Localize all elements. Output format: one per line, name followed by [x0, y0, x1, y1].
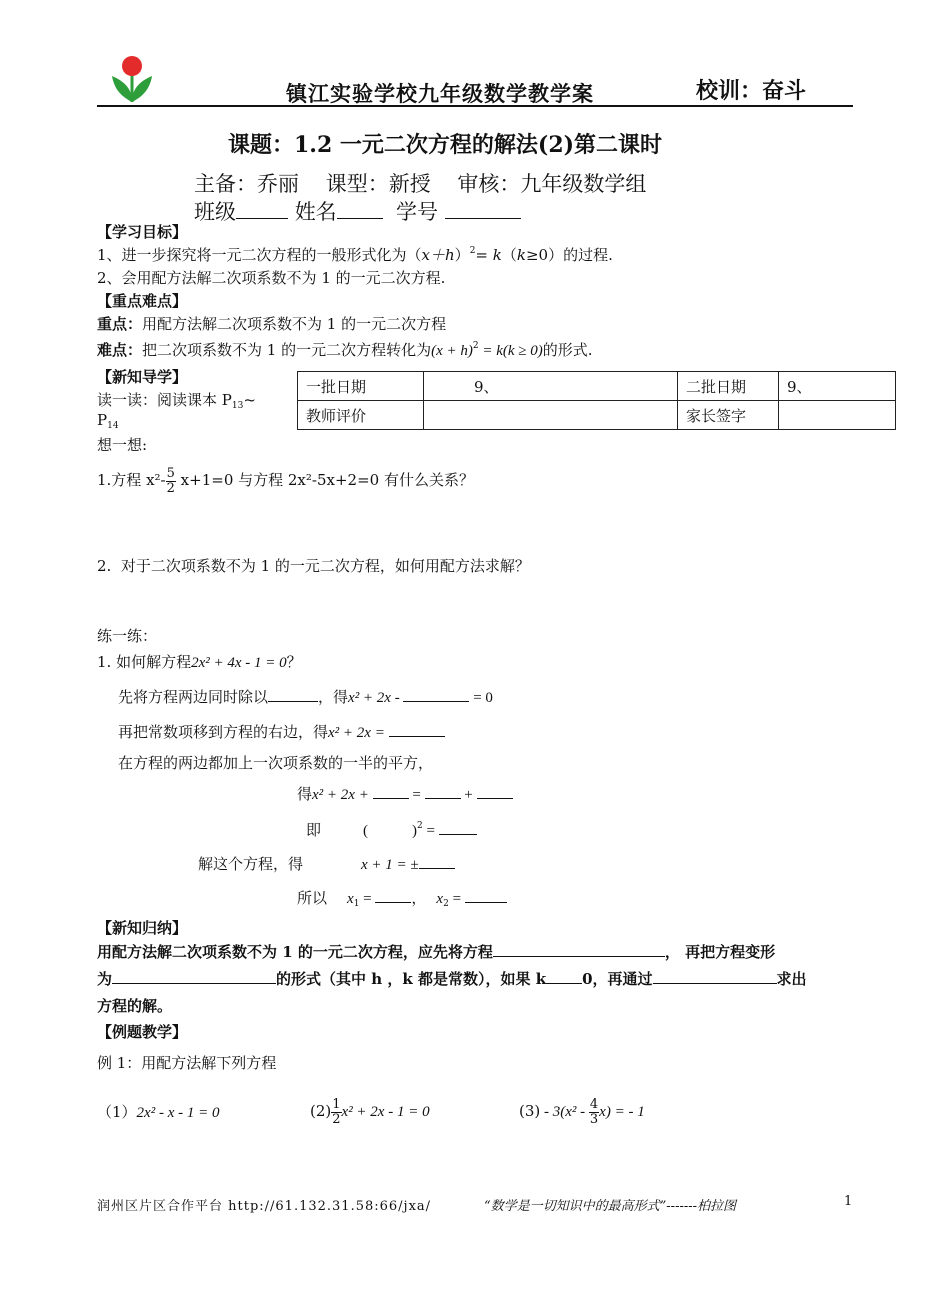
- difficulty-line: 难点：把二次项系数不为 1 的一元二次方程转化为$(x + h)^2 = k(k \ge 0)$的形式.: [97, 341, 593, 359]
- constant-blank[interactable]: [403, 687, 469, 702]
- summary-blank-3[interactable]: [546, 969, 582, 984]
- meta-line: 主备：乔丽 课型：新授 审核：九年级数学组: [194, 172, 647, 196]
- summary-line-2: 为 的形式（其中 h ，k 都是常数），如果 k 0，再通过 求出: [97, 970, 807, 988]
- step-2: 再把常数项移到方程的右边，得x² + 2x =: [118, 721, 445, 742]
- square-blank-right-2[interactable]: [477, 784, 513, 799]
- school-logo: [104, 52, 160, 104]
- step-6: 解这个方程，得 x + 1 = ±: [198, 853, 455, 874]
- page-title: 课题：1.2 一元二次方程的解法(2)第二课时: [228, 132, 663, 158]
- example-heading: 【例题教学】: [97, 1023, 188, 1041]
- school-motto: 校训：奋斗: [696, 78, 807, 104]
- name-label: 姓名: [294, 200, 337, 224]
- parent-label: 家长签字: [678, 401, 779, 430]
- summary-line-3: 方程的解。: [97, 997, 173, 1015]
- goals-heading: 【学习目标】: [97, 223, 188, 241]
- header-rule: [97, 105, 853, 107]
- step-4: 得x² + 2x + = +: [297, 783, 513, 804]
- class-blank[interactable]: [236, 198, 288, 219]
- focus-line: 重点：用配方法解二次项系数不为 1 的一元二次方程: [97, 315, 447, 333]
- summary-heading: 【新知归纳】: [97, 919, 188, 937]
- read-line: 读一读：阅读课本 $P_{13}\sim$: [97, 391, 256, 411]
- example-eq-3: (3) - 3(x² - $\frac{4}{3}$ x) = - 1: [519, 1096, 645, 1127]
- x2-blank[interactable]: [465, 888, 507, 903]
- preview-heading: 【新知导学】: [97, 368, 188, 386]
- square-value-blank[interactable]: [439, 820, 477, 835]
- summary-line-1: 用配方法解二次项系数不为 1 的一元二次方程，应先将方程 ， 再把方程变形: [97, 943, 776, 961]
- example-intro: 例 1：用配方法解下列方程: [97, 1054, 277, 1072]
- summary-blank-4[interactable]: [653, 969, 777, 984]
- goal-item-2: 2、会用配方法解二次项系数不为 1 的一元二次方程.: [97, 269, 446, 287]
- practice-heading: 练一练：: [97, 627, 158, 645]
- key-heading: 【重点难点】: [97, 292, 188, 310]
- root-blank[interactable]: [419, 854, 455, 869]
- batch2-value[interactable]: 9、: [779, 372, 896, 401]
- footer-quote: “数学是一切知识中的最高形式”-------柏拉图: [484, 1199, 737, 1214]
- number-label: 学号: [396, 200, 439, 224]
- info-table: [297, 371, 896, 430]
- step-5: 即 ( )$^2$ =: [306, 819, 477, 840]
- step-1: 先将方程两边同时除以 ，得x² + 2x - = 0: [118, 688, 493, 706]
- class-name-line: [194, 196, 521, 226]
- page-number: 1: [844, 1194, 853, 1209]
- example-eq-1: （1）2x² - x - 1 = 0: [97, 1103, 220, 1121]
- class-label: 班级: [194, 200, 236, 224]
- read-line-2: $P_{14}$: [97, 411, 119, 431]
- square-blank-left[interactable]: [373, 784, 409, 799]
- question-2: 2. 对于二次项系数不为 1 的一元二次方程，如何用配方法求解？: [97, 557, 530, 575]
- footer-platform: 润州区片区合作平台 http://61.132.31.58:66/jxa/: [97, 1199, 432, 1214]
- step-3: 在方程的两边都加上一次项系数的一半的平方，: [118, 754, 434, 772]
- batch2-label: 二批日期: [678, 372, 779, 401]
- practice-question: 1. 如何解方程2x² + 4x - 1 = 0？: [97, 653, 302, 671]
- rhs-blank[interactable]: [389, 722, 445, 737]
- step-7: 所以 $x_1$ = ， $x_2$ =: [297, 887, 507, 909]
- name-blank[interactable]: [337, 198, 383, 219]
- think-label: 想一想:: [97, 436, 148, 454]
- parent-value[interactable]: [779, 401, 896, 430]
- batch1-value[interactable]: 9、: [424, 372, 678, 401]
- teacher-label: 教师评价: [298, 401, 424, 430]
- number-blank[interactable]: [445, 198, 521, 219]
- school-title: 镇江实验学校九年级数学教学案: [286, 81, 594, 106]
- summary-blank-1[interactable]: [493, 942, 665, 957]
- teacher-value[interactable]: [424, 401, 678, 430]
- example-eq-2: (2) $\frac{1}{2}$ x² + 2x - 1 = 0: [310, 1096, 430, 1127]
- square-blank-right-1[interactable]: [425, 784, 461, 799]
- x1-blank[interactable]: [375, 888, 411, 903]
- summary-blank-2[interactable]: [112, 969, 276, 984]
- question-1: 1.方程 x²- $\frac{5}{2}$ x+1=0 与方程 2x²-5x+2=0 有什么关系？: [97, 465, 474, 496]
- goal-item-1: 1、进一步探究将一元二次方程的一般形式化为$(x+h)^2= k(k\ge 0)$的过程.: [97, 246, 613, 264]
- batch1-label: 一批日期: [298, 372, 424, 401]
- divisor-blank[interactable]: [268, 687, 318, 702]
